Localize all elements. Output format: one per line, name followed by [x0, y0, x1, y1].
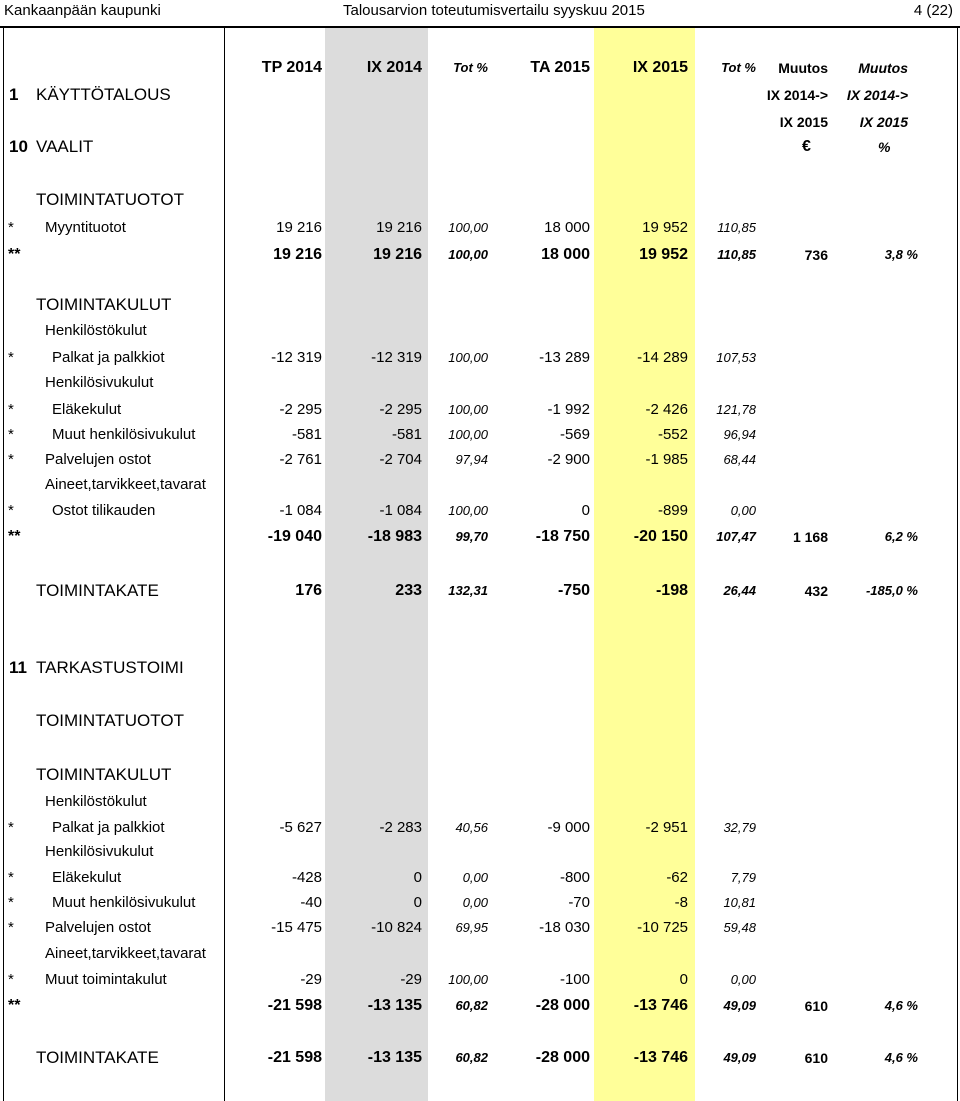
cell-tot-pct-2014: 99,70: [455, 529, 488, 544]
row-label: Muut henkilösivukulut: [52, 426, 196, 443]
row-label: Myyntituotot: [45, 219, 126, 236]
cell-ta2015: -569: [559, 426, 590, 443]
section-heading: TARKASTUSTOIMI: [36, 658, 184, 677]
cell-ix2015: 19 952: [642, 219, 688, 236]
col-header-percent-unit: %: [878, 139, 891, 155]
cell-ix2014: -10 824: [371, 919, 422, 936]
cell-tp2014: -428: [291, 869, 322, 886]
cell-tp2014: -21 598: [267, 997, 322, 1014]
cell-muutos-pct: 6,2 %: [884, 529, 918, 544]
row-label: Henkilösivukulut: [45, 843, 154, 860]
cell-tot-pct-2015: 110,85: [717, 220, 756, 235]
cell-ix2015: -552: [657, 426, 688, 443]
row-label: Aineet,tarvikkeet,tavarat: [45, 476, 206, 493]
cell-muutos-pct: 3,8 %: [884, 247, 918, 262]
cell-ta2015: 0: [581, 502, 590, 519]
row-label: Muut toimintakulut: [45, 971, 167, 988]
cell-ta2015: -28 000: [535, 1049, 590, 1066]
section-heading: TOIMINTAKATE: [36, 581, 159, 600]
cell-ix2014: -2 295: [379, 401, 422, 418]
col-header-muutos-pct: Muutos: [858, 60, 908, 76]
cell-tp2014: 176: [295, 582, 322, 599]
cell-tot-pct-2014: 100,00: [448, 503, 488, 518]
cell-ix2015: -20 150: [633, 528, 688, 545]
cell-tot-pct-2015: 68,44: [723, 452, 756, 467]
row-label: Henkilösivukulut: [45, 374, 154, 391]
cell-tp2014: -2 761: [279, 451, 322, 468]
cell-tot-pct-2015: 7,79: [730, 870, 756, 885]
cell-ta2015: -70: [568, 894, 590, 911]
cell-ix2014: 0: [413, 869, 422, 886]
cell-ta2015: -28 000: [535, 997, 590, 1014]
cell-ta2015: -9 000: [547, 819, 590, 836]
col-header-ta2015: TA 2015: [530, 59, 590, 76]
cell-tot-pct-2015: 121,78: [716, 402, 756, 417]
page-number: 4 (22): [913, 2, 953, 19]
cell-tot-pct-2014: 69,95: [455, 920, 488, 935]
section-heading: KÄYTTÖTALOUS: [36, 85, 171, 104]
cell-muutos-eur: 610: [804, 1050, 828, 1066]
row-label: Henkilöstökulut: [45, 322, 147, 339]
cell-ix2015: 19 952: [639, 246, 688, 263]
left-border: [3, 28, 4, 1101]
cell-muutos-pct: 4,6 %: [884, 1050, 918, 1065]
cell-ix2015: 0: [679, 971, 688, 988]
cell-tp2014: -40: [300, 894, 322, 911]
item-marker: *: [8, 894, 14, 911]
cell-tot-pct-2015: 49,09: [723, 1050, 756, 1065]
col-header-tp2014: TP 2014: [261, 59, 322, 76]
cell-tot-pct-2015: 107,53: [716, 350, 756, 365]
item-marker: *: [8, 401, 14, 418]
cell-ix2015: -2 426: [645, 401, 688, 418]
col-header-euro-unit: €: [802, 138, 811, 155]
cell-ix2015: -14 289: [637, 349, 688, 366]
row-label: Muut henkilösivukulut: [52, 894, 196, 911]
cell-tot-pct-2014: 100,00: [448, 427, 488, 442]
item-marker: *: [8, 869, 14, 886]
label-column-divider: [224, 28, 225, 1101]
cell-tot-pct-2015: 32,79: [723, 820, 756, 835]
cell-ix2015: -8: [674, 894, 688, 911]
cell-tp2014: 19 216: [276, 219, 322, 236]
cell-tot-pct-2014: 97,94: [455, 452, 488, 467]
section-heading: TOIMINTAKULUT: [36, 765, 172, 784]
section-heading: VAALIT: [36, 137, 94, 156]
item-marker: *: [8, 349, 14, 366]
cell-tp2014: -2 295: [279, 401, 322, 418]
section-heading: TOIMINTAKULUT: [36, 295, 172, 314]
cell-tp2014: -581: [291, 426, 322, 443]
cell-tot-pct-2014: 0,00: [462, 895, 488, 910]
cell-ta2015: -1 992: [547, 401, 590, 418]
col-header-muutos-pct-year: IX 2015: [859, 114, 908, 130]
cell-ix2015: -62: [666, 869, 688, 886]
col-header-muutos-pct-period: IX 2014->: [846, 87, 908, 103]
cell-muutos-pct: 4,6 %: [884, 998, 918, 1013]
row-number: 11: [9, 658, 27, 677]
cell-ix2014: -12 319: [371, 349, 422, 366]
cell-ta2015: -13 289: [539, 349, 590, 366]
cell-tp2014: -15 475: [271, 919, 322, 936]
cell-tp2014: -1 084: [279, 502, 322, 519]
cell-muutos-eur: 610: [804, 998, 828, 1014]
cell-tp2014: -12 319: [271, 349, 322, 366]
cell-tot-pct-2015: 0,00: [730, 972, 756, 987]
cell-ta2015: -18 030: [539, 919, 590, 936]
row-label: Henkilöstökulut: [45, 793, 147, 810]
item-marker: *: [8, 426, 14, 443]
cell-ix2014: -1 084: [379, 502, 422, 519]
row-label: Palvelujen ostot: [45, 451, 151, 468]
total-marker: **: [8, 997, 21, 1014]
cell-tot-pct-2015: 26,44: [723, 583, 756, 598]
row-number: 10: [9, 137, 28, 156]
cell-tot-pct-2015: 107,47: [716, 529, 756, 544]
cell-tot-pct-2015: 0,00: [730, 503, 756, 518]
org-name: Kankaanpään kaupunki: [4, 2, 161, 19]
section-heading: TOIMINTAKATE: [36, 1048, 159, 1067]
cell-ix2014: 19 216: [376, 219, 422, 236]
row-label: Eläkekulut: [52, 869, 122, 886]
ix2014-column-shade: [325, 28, 428, 1101]
cell-tot-pct-2014: 40,56: [455, 820, 488, 835]
cell-ix2014: 19 216: [373, 246, 422, 263]
cell-tot-pct-2015: 10,81: [723, 895, 756, 910]
row-label: Palkat ja palkkiot: [52, 819, 165, 836]
total-marker: **: [8, 246, 21, 263]
cell-ix2015: -198: [655, 582, 688, 599]
cell-tot-pct-2015: 96,94: [723, 427, 756, 442]
col-header-tot1: Tot %: [453, 60, 488, 75]
cell-tp2014: -29: [300, 971, 322, 988]
row-label: Aineet,tarvikkeet,tavarat: [45, 945, 206, 962]
cell-tp2014: 19 216: [273, 246, 322, 263]
cell-ta2015: -800: [559, 869, 590, 886]
header-rule: [0, 26, 960, 28]
cell-ix2014: -13 135: [367, 997, 422, 1014]
item-marker: *: [8, 451, 14, 468]
col-header-muutos-eur-year: IX 2015: [779, 114, 828, 130]
row-number: 1: [9, 85, 19, 104]
cell-tp2014: -19 040: [267, 528, 322, 545]
cell-ix2015: -10 725: [637, 919, 688, 936]
cell-ix2014: -2 283: [379, 819, 422, 836]
col-header-ix2015: IX 2015: [632, 59, 688, 76]
cell-ix2014: 233: [395, 582, 422, 599]
cell-tot-pct-2014: 0,00: [462, 870, 488, 885]
col-header-muutos-eur: Muutos: [778, 60, 828, 76]
cell-ta2015: -750: [557, 582, 590, 599]
item-marker: *: [8, 219, 14, 236]
cell-ix2015: -13 746: [633, 997, 688, 1014]
row-label: Palvelujen ostot: [45, 919, 151, 936]
cell-tot-pct-2014: 100,00: [448, 220, 488, 235]
cell-ix2015: -13 746: [633, 1049, 688, 1066]
cell-ta2015: -100: [559, 971, 590, 988]
ix2015-column-shade: [594, 28, 695, 1101]
cell-ix2014: 0: [413, 894, 422, 911]
col-header-tot2: Tot %: [721, 60, 756, 75]
cell-ta2015: 18 000: [541, 246, 590, 263]
col-header-muutos-eur-period: IX 2014->: [766, 87, 828, 103]
report-title: Talousarvion toteutumisvertailu syyskuu 2015: [343, 2, 645, 19]
cell-tot-pct-2015: 49,09: [723, 998, 756, 1013]
cell-muutos-eur: 1 168: [792, 529, 828, 545]
item-marker: *: [8, 919, 14, 936]
section-heading: TOIMINTATUOTOT: [36, 190, 184, 209]
cell-ix2015: -899: [657, 502, 688, 519]
cell-ix2014: -581: [391, 426, 422, 443]
cell-ta2015: 18 000: [544, 219, 590, 236]
cell-muutos-eur: 736: [804, 247, 828, 263]
row-label: Palkat ja palkkiot: [52, 349, 165, 366]
cell-tot-pct-2015: 110,85: [717, 247, 756, 262]
cell-ix2014: -29: [400, 971, 422, 988]
cell-tot-pct-2014: 100,00: [448, 247, 488, 262]
cell-ix2015: -1 985: [645, 451, 688, 468]
cell-ix2014: -13 135: [367, 1049, 422, 1066]
item-marker: *: [8, 971, 14, 988]
item-marker: *: [8, 502, 14, 519]
row-label: Ostot tilikauden: [52, 502, 156, 519]
cell-tot-pct-2014: 60,82: [455, 1050, 488, 1065]
cell-tot-pct-2014: 100,00: [448, 402, 488, 417]
cell-ix2015: -2 951: [645, 819, 688, 836]
cell-tp2014: -21 598: [267, 1049, 322, 1066]
cell-ix2014: -2 704: [379, 451, 422, 468]
cell-muutos-pct: -185,0 %: [865, 583, 918, 598]
cell-tot-pct-2014: 100,00: [448, 350, 488, 365]
cell-tot-pct-2014: 132,31: [448, 583, 488, 598]
cell-tot-pct-2014: 100,00: [448, 972, 488, 987]
item-marker: *: [8, 819, 14, 836]
cell-ix2014: -18 983: [367, 528, 422, 545]
cell-muutos-eur: 432: [804, 583, 828, 599]
cell-tot-pct-2014: 60,82: [455, 998, 488, 1013]
row-label: Eläkekulut: [52, 401, 122, 418]
cell-tot-pct-2015: 59,48: [723, 920, 756, 935]
cell-ta2015: -18 750: [535, 528, 590, 545]
section-heading: TOIMINTATUOTOT: [36, 711, 184, 730]
cell-tp2014: -5 627: [279, 819, 322, 836]
total-marker: **: [8, 528, 21, 545]
right-border: [957, 28, 958, 1101]
cell-ta2015: -2 900: [547, 451, 590, 468]
col-header-ix2014: IX 2014: [366, 59, 422, 76]
